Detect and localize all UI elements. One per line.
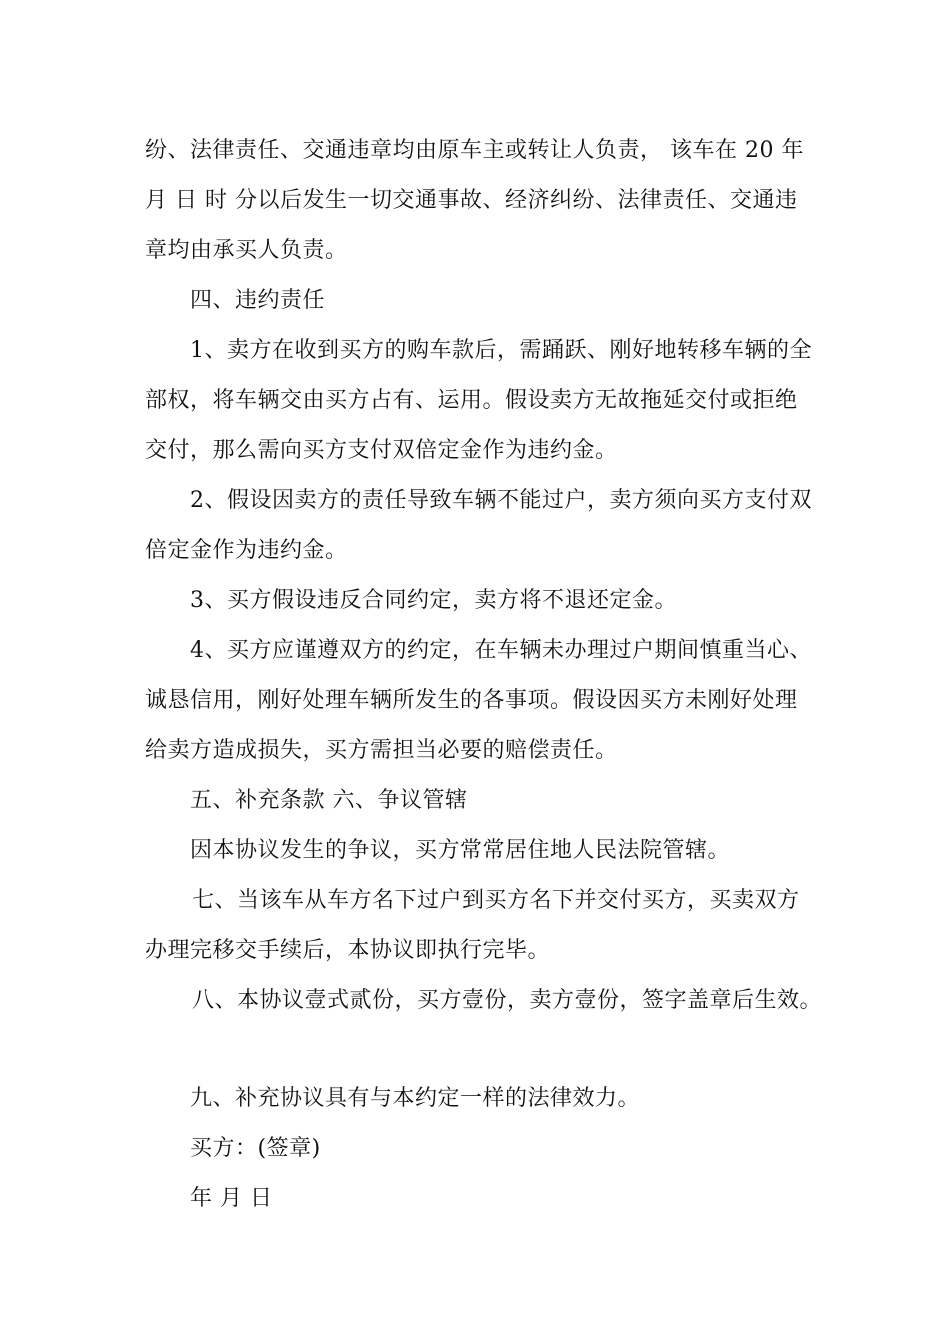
text-line: 3、买方假设违反合同约定，卖方将不退还定金。	[190, 588, 677, 613]
text-line: 交付，那么需向买方支付双倍定金作为违约金。	[145, 438, 618, 463]
text-line: 章均由承买人负责。	[145, 238, 348, 263]
text-line: 八、本协议壹式贰份，买方壹份，卖方壹份，签字盖章后生效。	[192, 988, 823, 1013]
text-line: 1、卖方在收到买方的购车款后，需踊跃、刚好地转移车辆的全	[190, 338, 812, 363]
text-line: 七、当该车从车方名下过户到买方名下并交付买方，买卖双方	[192, 888, 800, 913]
text-line: 纷、法律责任、交通违章均由原车主或转让人负责， 该车在 20 年	[145, 138, 804, 163]
signature-label: 买方：(签章)	[190, 1136, 321, 1161]
text-line: 九、补充协议具有与本约定一样的法律效力。	[190, 1086, 641, 1111]
text-line: 倍定金作为违约金。	[145, 538, 348, 563]
text-line: 因本协议发生的争议，买方常常居住地人民法院管辖。	[190, 838, 731, 863]
text-line: 4、买方应谨遵双方的约定，在车辆未办理过户期间慎重当心、	[190, 638, 812, 663]
text-line: 2、假设因卖方的责任导致车辆不能过户，卖方须向买方支付双	[190, 488, 812, 513]
text-line: 月 日 时 分以后发生一切交通事故、经济纠纷、法律责任、交通违	[145, 188, 798, 213]
date-line: 年 月 日	[190, 1186, 273, 1211]
text-line: 部权，将车辆交由买方占有、运用。假设卖方无故拖延交付或拒绝	[145, 388, 798, 413]
text-line: 办理完移交手续后，本协议即执行完毕。	[145, 938, 551, 963]
section-heading: 四、违约责任	[190, 288, 326, 313]
section-heading: 五、补充条款 六、争议管辖	[190, 788, 468, 813]
text-line: 诚恳信用，刚好处理车辆所发生的各事项。假设因买方未刚好处理	[145, 688, 798, 713]
text-line: 给卖方造成损失，买方需担当必要的赔偿责任。	[145, 738, 618, 763]
